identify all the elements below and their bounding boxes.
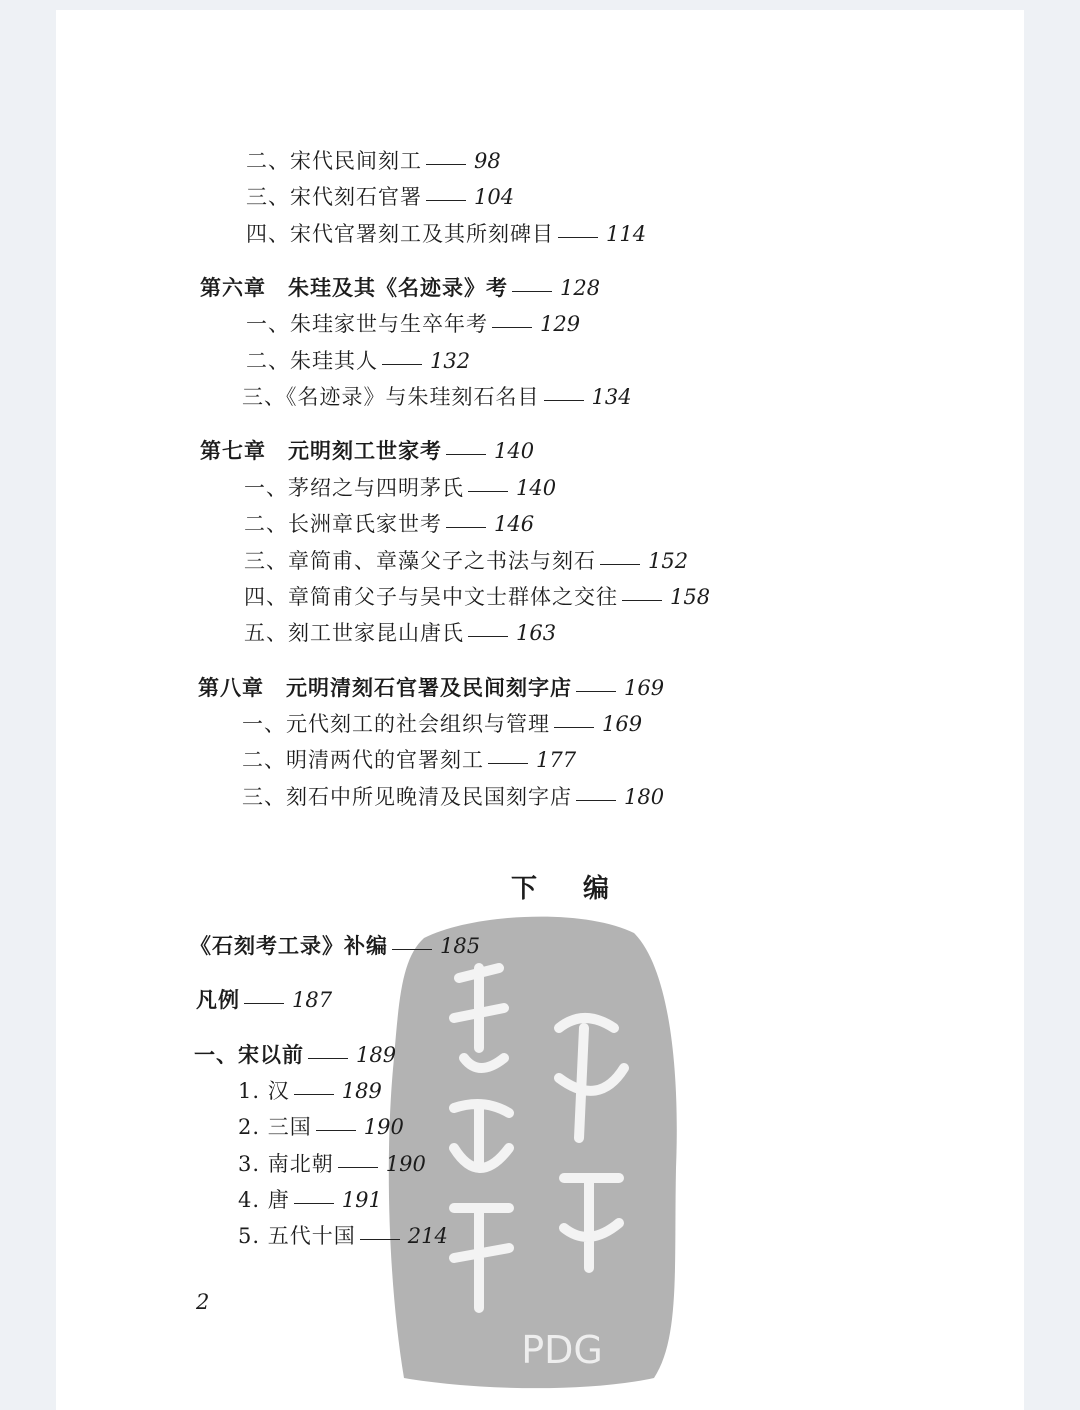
toc-entry: 二、宋代民间刻工 98 xyxy=(246,149,501,173)
toc-entry: 一、茅绍之与四明茅氏 140 xyxy=(244,476,557,500)
table-of-contents xyxy=(56,10,1024,1410)
toc-entry: 二、朱珪其人 132 xyxy=(246,349,471,373)
toc-entry: 三、刻石中所见晚清及民国刻字店 180 xyxy=(242,785,665,809)
toc-entry: 3. 南北朝 190 xyxy=(238,1152,426,1176)
toc-entry: 一、元代刻工的社会组织与管理 169 xyxy=(242,712,643,736)
chapter-heading: 第七章 元明刻工世家考 140 xyxy=(200,438,535,463)
toc-entry: 三、宋代刻石官署 104 xyxy=(246,185,515,209)
chapter-heading: 第六章 朱珪及其《名迹录》考 128 xyxy=(200,275,601,300)
toc-entry: 五、刻工世家昆山唐氏 163 xyxy=(244,621,557,645)
toc-entry: 一、朱珪家世与生卒年考 129 xyxy=(246,312,581,336)
chapter-heading: 第八章 元明清刻石官署及民间刻字店 169 xyxy=(198,675,665,700)
part-heading: 《石刻考工录》补编 185 xyxy=(190,933,481,958)
toc-entry: 4. 唐 191 xyxy=(238,1188,382,1212)
watermark-label: PDG xyxy=(521,1328,603,1372)
toc-entry: 四、章简甫父子与吴中文士群体之交往 158 xyxy=(244,585,711,609)
toc-entry: 二、长洲章氏家世考 146 xyxy=(244,512,535,536)
toc-entry: 三、《名迹录》与朱珪刻石名目 134 xyxy=(242,385,632,409)
toc-entry: 二、明清两代的官署刻工 177 xyxy=(242,748,577,772)
part-heading: 一、宋以前 189 xyxy=(194,1042,397,1067)
toc-entry: 2. 三国 190 xyxy=(238,1115,404,1139)
toc-entry: 四、宋代官署刻工及其所刻碑目 114 xyxy=(246,222,647,246)
toc-entry: 1. 汉 189 xyxy=(238,1079,382,1103)
toc-entry: 5. 五代十国 214 xyxy=(238,1224,448,1248)
document-page xyxy=(56,10,1024,1410)
part-heading: 凡例 187 xyxy=(196,987,333,1012)
page-number: 2 xyxy=(196,1290,210,1314)
toc-entry: 三、章简甫、章藻父子之书法与刻石 152 xyxy=(244,549,689,573)
section-title: 下编 xyxy=(511,874,656,904)
